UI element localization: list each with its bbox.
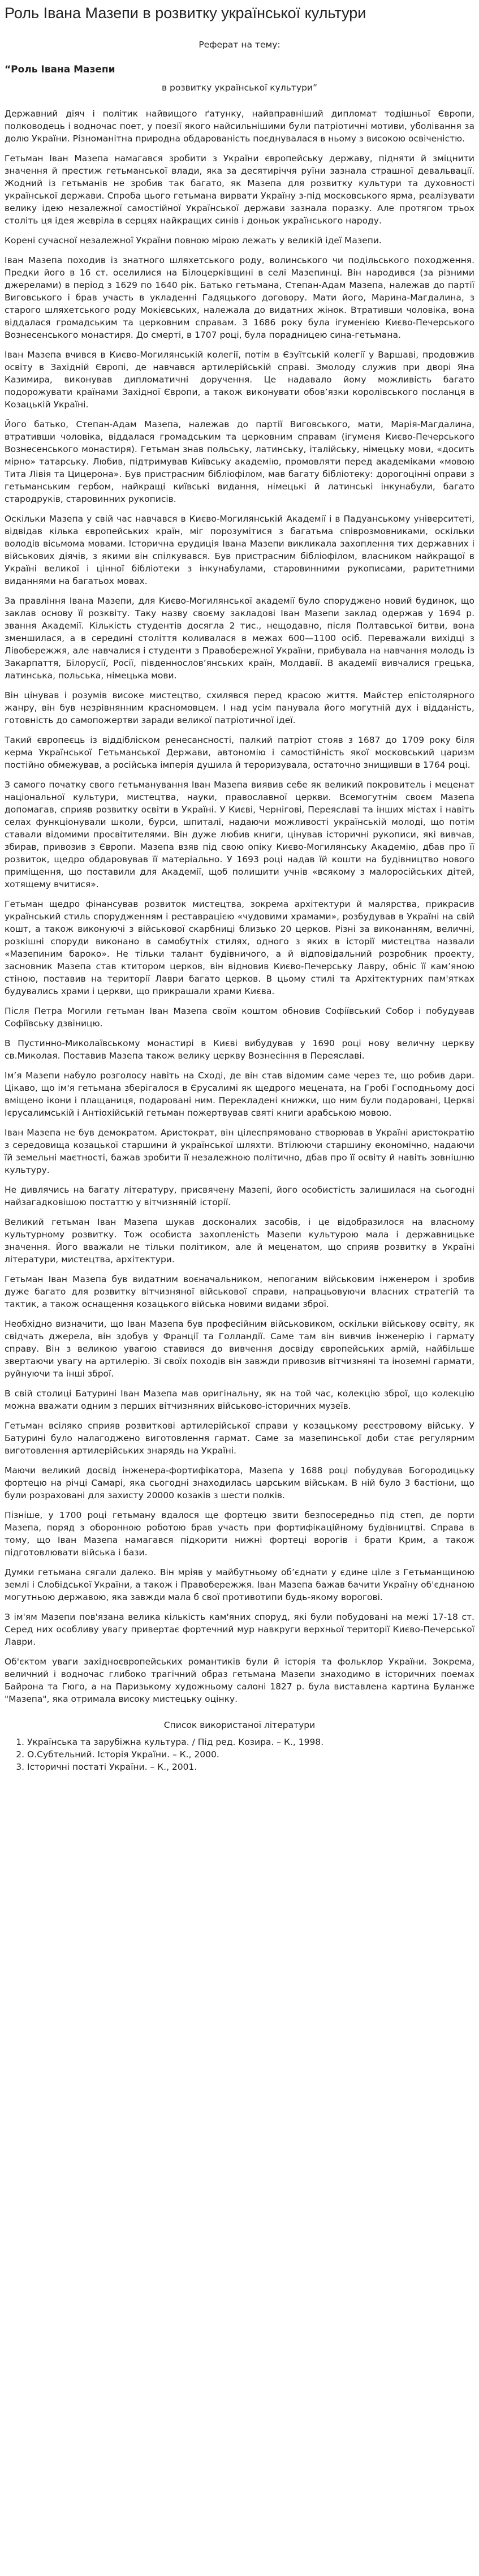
paragraph: Гетьман щедро фінансував розвиток мистецтва, зокрема архітектури й малярства, прикрасив український стиль спорудженням і реставрацією «чудовими храмами», розбудував в Україні на свій кошт, а також виконуючі з військової скарбниці близько 20 церков. Різні за виконанням, величні, розкішні споруди виконано в самобутніх стилях, одного з яких в історії мистецтва назвали «Мазепиним бароко». Не тільки талант будівничого, а й відповідальний розробник проекту, засновник Мазепа став ктитором церков, він відновив Києво-Печерську Лавру, обніс її кам’яною стіною, поставив на території Лаври багато церков. В цьому стилі та Архітектурних пам'ятках будувались храми і церкви, що прикрашали храми Києва. [5, 899, 474, 996]
paragraph: Іван Мазепа не був демократом. Аристократ, він цілеспрямовано створював в Україні аристократію з середовища козацької старшини й української шляхти. Втілюючи старшину економічно, надаючи їй земельні маєтності, бажав зробити її незалежною політично, дбав про її освіту й навіть зовнішню культуру. [5, 1128, 474, 1175]
paragraph: Об'єктом уваги західноєвропейських романтиків були й історія та фольклор України. Зокрема, величний і водночас глибоко трагічний образ гетьмана Мазепи знаходимо в історичних поемах Байрона та Гюго, а на Паризькому художньому салоні 1827 р. була виставлена картина Буланже "Мазепа", яка отримала високу мистецьку оцінку. [5, 1657, 474, 1704]
paragraph: З самого початку свого гетьманування Іван Мазепа виявив себе як великий покровитель і меценат національної культури, мистецтва, науки, православної церкви. Всемогутнім своєм Мазепа допомагав, сприяв розвитку освіти в Україні. У Києві, Чернігові, Переяславі та інших містах і навіть селах функціонували школи, бурси, шпиталі, надаючи можливості українській молоді, що потім ставали відомими просвітителями. Він дуже любив книги, цінував історичні рукописи, які вивчав, збирав, привозив з Європи. Мазепа взяв під свою опіку Києво-Могилянську Академію, дбав про її розвиток, щедро обдаровував її матеріально. У 1693 році надав їй кошти на будівництво нового приміщення, що поставили для Академії, щоб полишити учнів «всякому з малоросійських дітей, хотящему вчитися». [5, 780, 474, 889]
body-text [5, 107, 474, 1705]
paragraph: Корені сучасної незалежної України повною мірою лежать у великій ідеї Мазепи. [5, 235, 382, 246]
paragraph: Такий європеєць із віддібліском ренесансності, палкий патріот стояв з 1687 до 1709 року біля керма Української Гетьманської Держави, автономію і самостійність якої московський царизм постійно обмежував, а російська імперія душила й тероризувала, остаточно знищивши в 1764 році. [5, 735, 474, 770]
paragraph: Іван Мазепа походив із знатного шляхетського роду, волинського чи подільського походження. Предки його в 16 ст. оселилися на Білоцерківщині в селі Мазепинці. Він народився (за різними джерелами) в період з 1629 по 1640 рік. Батько гетьмана, Степан-Адам Мазепа, належав до партії Виговського і брав участь в укладенні Гадяцького договору. Мати його, Марина-Магдалина, з старого шляхетського роду Мокієвських, належала до видатних жінок. Втративши чоловіка, вона віддалася громадським та церковним справам. З 1686 року була ігуменією Києво-Печерського Вознесенського монастиря. До смерті, в 1707 році, була порадницею сина-гетьмана. [5, 255, 474, 340]
page-title: Роль Івана Мазепи в розвитку української культури [5, 5, 366, 21]
paragraph: Необхідно визначити, що Іван Мазепа був професійним військовиком, оскільки військову освіту, як свідчать джерела, він здобув у Франції та Голландії. Саме там він вивчив інженерію і гармату справу. Він з великою увагою ставився до вивчення досвіду європейських армій, найбільше звертаючи увагу на артилерію. Зі своїх походів він завжди привозив вітчизняні та іноземні гармати, руйнуючи та інші зброї. [5, 1319, 474, 1379]
paragraph: Пізніше, у 1700 році гетьману вдалося ще фортецю звити безпосередньо під степ, де порти Мазепа, поряд з оборонною роботою брав участь при фортифікаційному будівництві. Справа в тому, що Іван Мазепа намагався підкорити нижні фортеці ворогів і брати Крим, а також підготовлювати війська і бази. [5, 1510, 474, 1558]
paragraph: Гетьман Іван Мазепа був видатним воєначальником, непоганим військовим інженером і зробив дуже багато для розвитку вітчизняної військової справи, напрацьовуючи власних стратегій та тактик, а також оснащення козацького війська новими видами зброї. [5, 1274, 474, 1309]
paragraph: Іван Мазепа вчився в Києво-Могилянській колегії, потім в Єзуїтській колегії у Варшаві, продовжив освіту в Західній Європі, де навчався артилерійській справі. Змолоду служив при дворі Яна Казимира, виконував дипломатичні доручення. Це надавало йому можливість багато подорожувати країнами Західної Європи, а також виконувати обов’язки королівського посланця в Козацькій Україні. [5, 350, 474, 410]
paragraph: Гетьман всіляко сприяв розвиткові артилерійської справи у козацькому реєстровому війську. У Батурині було налагоджено виготовлення гармат. Саме за мазепинської доби стає регулярним виготовлення артилерійських знарядь на Україні. [5, 1421, 474, 1456]
references-list [5, 1736, 474, 1773]
paragraph: Не дивлячись на багату літературу, присвячену Мазепі, його особистість залишилася на сьогодні найзагадковішою постаттю у вітчизняній історії. [5, 1185, 474, 1207]
paragraph: За правління Івана Мазепи, для Києво-Могилянської академії було споруджено новий будинок, що заклав основу її розквіту. Таку назву своєму закладові Іван Мазепи заклад одержав у 1694 р. звання Академії. Кількість студентів досягла 2 тис., нещодавно, після Полтавської битви, вона зменшилася, а в середині століття коливалася в межах 600—1100 осіб. Переважали вихідці з Лівобережжя, але навчалися і студенти з Правобережної України, прибувала на навчання молодь із Закарпаття, Білорусії, Росії, південнослов’янських країн, Молдавії. В академії вивчалися грецька, латинська, польська, німецька мови. [5, 596, 474, 681]
paragraph: Його батько, Степан-Адам Мазепа, належав до партії Виговського, мати, Марія-Магдалина, втративши чоловіка, віддалася громадським та церковним справам (ігуменя Києво-Печерського Вознесенського монастиря). Гетьман знав польську, латинську, італійську, німецьку мови, «досить мірно» татарську. Любив, підтримував Київську академію, промовляти перед академіками «мовою Тита Лівія та Цицерона». Був пристрасним бібліофілом, мав багату бібліотеку: дорогоцінні оправи з гетьманським гербом, найкращі київські видання, німецькі й латинські інкунабули, багато стародруків, старовинних рукописів. [5, 419, 474, 504]
references-title: Список використаної літератури [163, 1720, 316, 1730]
paragraph: Державний діяч і політик найвищого ґатунку, найвправніший дипломат тодішньої Європи, полководець і водночас поет, у поезії якого найсильнішими були патріотичні мотиви, уболівання за долю України. Різноманітна природна обдарованість поєднувалася в ньому з високою освіченістю. [5, 109, 474, 144]
document-subheading: в розвитку української культури” [161, 83, 318, 93]
paragraph: Маючи великий досвід інженера-фортифікатора, Мазепа у 1688 році побудував Богородицьку фортецю на річці Самарі, яка сьогодні знаходилась царським військам. В ній було 3 бастіони, що були розраховані для захисту 20000 козаків з шести полків. [5, 1465, 474, 1500]
paragraph: Ім’я Мазепи набуло розголосу навіть на Сході, де він став відомим саме через те, що робив дари. Цікаво, що ім'я гетьмана зберігалося в Єрусалимі як щедрого мецената, на Гробі Господньому досі вміщено ікони і плащаниця, подаровані ним. Перекладені книжки, що ним були подаровані, Церкві Ієрусалимській і Антіохійській гетьман пожертвував святі книги арабською мовою. [5, 1070, 474, 1118]
paragraph: В свій столиці Батурині Іван Мазепа мав оригінальну, як на той час, колекцію зброї, що колекцію можна вважати одним з перших вітчизняних військово-історичних музеїв. [5, 1388, 474, 1411]
paragraph: Після Петра Могили гетьман Іван Мазепа своїм коштом обновив Софіївський Собор і побудував Софіївську дзвіницю. [5, 1006, 474, 1029]
document-heading: “Роль Івана Мазепи [5, 64, 115, 75]
abstract-label: Реферат на тему: [198, 40, 281, 50]
paragraph: З ім'ям Мазепи пов'язана велика кількість кам'яних споруд, які були побудовані на межі 17-18 ст. Серед них особливу увагу привертає фортечний мур навкруги верхньої території Києво-Печерської Лаври. [5, 1612, 474, 1647]
reference-item: 2. О.Субтельний. Історія України. – К., 2000. [27, 1748, 474, 1761]
paragraph: Гетьман Іван Мазепа намагався зробити з України європейську державу, підняти й зміцнити значення й престиж гетьманської влади, яка за десятиріччя руїни зазнала страшної девальвації. Жодний із гетьманів не зробив так багато, як Мазепа для розвитку культури та духовності української держави. Спроба цього гетьмана вирвати Україну з-під московського ярма, реалізувати велику ідею незалежної самостійної Української держави зазнала поразку. Але протягом трьох століть ця ідея жевріла в серцях найкращих синів і доньок українського народу. [5, 153, 474, 226]
paragraph: Думки гетьмана сягали далеко. Він мріяв у майбутньому об’єднати у єдине ціле з Гетьманщиною землі і Слобідської України, а також і Правобережжя. Іван Мазепа бажав бачити Україну об'єднаною могутньою державою, яка завжди мала б свої противотипи будь-якому ворогові. [5, 1567, 474, 1602]
reference-item: 3. Історичні постаті України. – К., 2001. [27, 1761, 474, 1773]
paragraph: Оскільки Мазепа у свій час навчався в Києво-Могилянській Академії і в Падуанському університеті, відвідав кілька європейських країн, міг порозумітися з багатьма співрозмовниками, оскільки володів вісьмома мовами. Історична ерудиція Івана Мазепи викликала захоплення тих державних і військових діячів, з якими він спілкувався. Був пристрасним бібліофілом, власником найкращої в Україні великої і цінної бібліотеки з інкунабулами, старовинними рукописами, раритетними виданнями на багатьох мовах. [5, 514, 474, 586]
paragraph: Він цінував і розумів високе мистецтво, схилявся перед красою життя. Майстер епістолярного жанру, він був незрівнянним красномовцем. І над усім панувала його могутній дух і відданість, готовність до самопожертви заради великої патріотичної ідеї. [5, 690, 474, 725]
reference-item: 1. Українська та зарубіжна культура. / Під ред. Козира. – К., 1998. [27, 1736, 474, 1748]
paragraph: В Пустинно-Миколаївському монастирі в Києві вибудував у 1690 році нову величну церкву св.Миколая. Поставив Мазепа також велику церкву Вознесіння в Переяславі. [5, 1038, 474, 1061]
paragraph: Великий гетьман Іван Мазепа шукав досконалих засобів, і це відобразилося на власному культурному розвитку. Тож особиста захопленість Мазепи культурою мала і державницьке значення. Його вважали не тільки політиком, але й меценатом, що сприяв розвитку в Україні літератури, мистецтва, архітектури. [5, 1217, 474, 1265]
document-page [0, 2, 479, 1790]
